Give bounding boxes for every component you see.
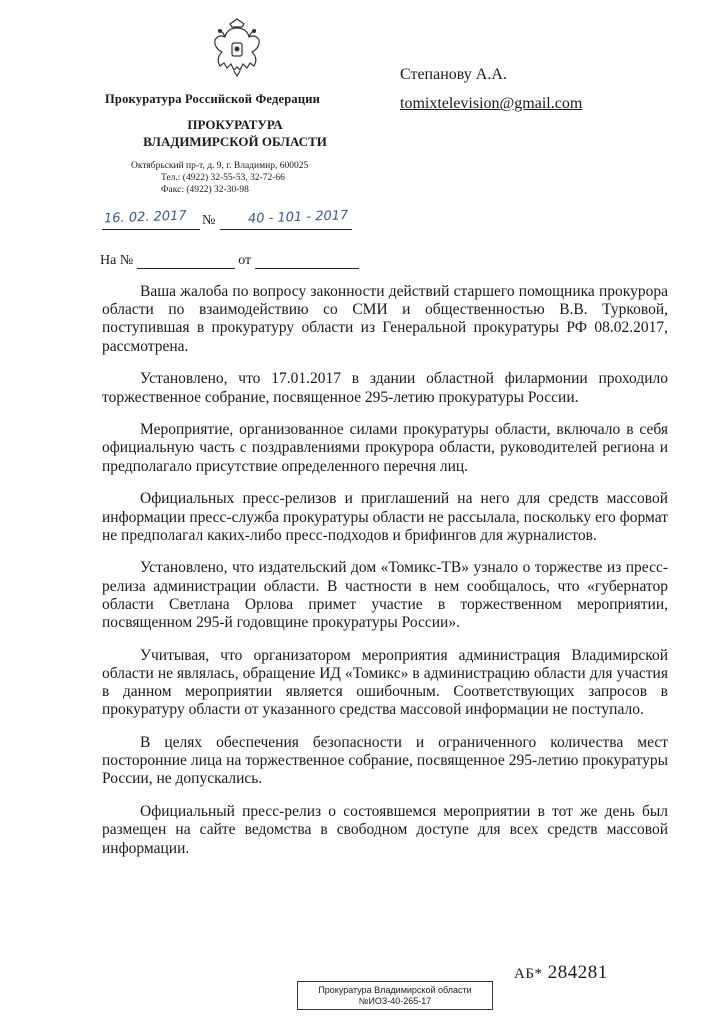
body-paragraph: Мероприятие, организованное силами прокуратуры области, включало в себя официальную часть с поздравлениями прокурора области, руководителей региона и предполагало присутствие определенного перечня лиц.: [102, 421, 668, 475]
reference-na-label: На №: [100, 253, 134, 268]
letter-body: [102, 283, 668, 872]
serial-prefix: АБ*: [514, 966, 543, 982]
number-sign: №: [202, 213, 216, 228]
reference-date-blank: [255, 252, 359, 269]
recipient-name: Степанову А.А.: [400, 66, 507, 83]
office-line-1: ПРОКУРАТУРА: [187, 117, 283, 132]
body-paragraph: Установлено, что 17.01.2017 в здании областной филармонии проходило торжественное собрание, посвященное 295-летию прокуратуры России.: [102, 370, 668, 406]
office-address: Октябрьский пр-т, д. 9, г. Владимир, 600025: [131, 161, 309, 171]
office-phone: Тел.: (4922) 32-55-53, 32-72-66: [161, 173, 285, 183]
handwritten-date: 16. 02. 2017: [103, 208, 187, 227]
coat-of-arms-icon: [212, 18, 262, 78]
outgoing-number-line: [92, 210, 382, 236]
stamp-office: Прокуратура Владимирской области: [318, 985, 472, 995]
office-name: [110, 116, 360, 150]
reference-number-blank: [137, 252, 235, 269]
body-paragraph: Ваша жалоба по вопросу законности действий старшего помощника прокурора области по взаимодействию со СМИ и общественностью В.В. Турковой, поступившая в прокуратуру области из Генеральной прокуратуры РФ 08.02.2017, рассмотрена.: [102, 283, 668, 355]
date-underline: [102, 229, 200, 230]
body-paragraph: Учитывая, что организатором мероприятия администрация Владимирской области не являлась, обращение ИД «Томикс» в администрацию области для участия в данном мероприятии является ошибочным. Соответствующих запросов в прокуратуру области от указанного средства массовой информации не поступало.: [102, 646, 668, 719]
office-contacts: [131, 160, 308, 196]
recipient-block: [400, 60, 582, 118]
registration-stamp: [297, 981, 493, 1010]
stamp-number: №ИОЗ-40-265-17: [358, 996, 432, 1006]
office-line-2: ВЛАДИМИРСКОЙ ОБЛАСТИ: [143, 134, 327, 149]
reference-ot-label: от: [238, 253, 252, 268]
office-fax: Факс: (4922) 32-30-98: [161, 185, 249, 195]
serial-digits: 284281: [547, 962, 608, 983]
body-paragraph: Официальных пресс-релизов и приглашений на него для средств массовой информации пресс-служба прокуратуры области не рассылала, поскольку его формат не предполагал каких-либо пресс-подходов и брифингов для журналистов.: [102, 490, 668, 544]
reference-line: [100, 252, 359, 269]
form-serial-number: [514, 962, 608, 984]
body-paragraph: В целях обеспечения безопасности и ограниченного количества мест посторонние лица на торжественное собрание, посвященное 295-летию прокуратуры России, не допускались.: [102, 734, 668, 788]
body-paragraph: Официальный пресс-релиз о состоявшемся мероприятии в тот же день был размещен на сайте ведомства в свободном доступе для всех средств массовой информации.: [102, 803, 668, 857]
body-paragraph: Установлено, что издательский дом «Томикс-ТВ» узнало о торжестве из пресс-релиза администрации области. В частности в нем сообщалось, что «губернатор области Светлана Орлова примет участие в торжественном мероприятии, посвященном 295-й годовщине прокуратуры России».: [102, 559, 668, 632]
recipient-email[interactable]: tomixtelevision@gmail.com: [400, 95, 583, 112]
number-underline: [220, 229, 352, 230]
agency-name: Прокуратура Российской Федерации: [105, 92, 321, 106]
handwritten-number: 40 - 101 - 2017: [247, 208, 349, 227]
